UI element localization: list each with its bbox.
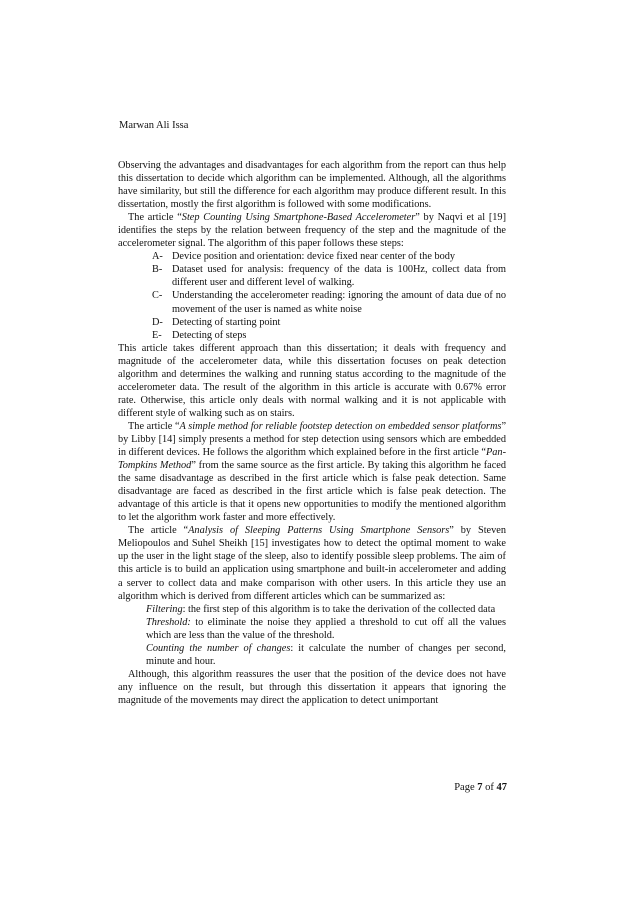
paragraph-conclusion: Although, this algorithm reassures the user that the position of the device does not have any influence on the result, but through this dissertation it appears that ignoring the magnitude of the movements may direct the application to detect unimportant [118,668,506,706]
definition-text: to eliminate the noise they applied a threshold to cut off all the values which are less than the value of the threshold. [146,616,506,641]
definition-item [146,616,506,642]
list-item [118,250,506,263]
algorithm-steps-list [118,250,506,341]
list-marker: C- [152,290,163,302]
page-number: 7 [477,782,483,793]
text-run: The article “ [128,525,189,537]
running-header: Marwan Ali Issa [119,120,189,131]
definition-list [118,603,506,668]
text-run: The article “ [128,420,180,432]
page-footer [454,782,507,793]
text-run: ” by Naqvi et al [19] identifies the steps by the relation between frequency of the step and the magnitude of the accelerometer signal. The algorithm of this paper follows these steps: [118,212,507,250]
paragraph-sleeping [118,524,506,602]
article-title: A simple method for reliable footstep detection on embedded sensor platforms [179,420,502,432]
paragraph-naqvi [118,211,506,250]
list-item-text: Detecting of steps [172,329,247,341]
article-title: Analysis of Sleeping Patterns Using Smartphone Sensors [188,525,450,537]
text-run: The article “ [128,212,182,224]
list-item [118,316,506,329]
list-marker: E- [152,329,162,341]
page-total: 47 [496,782,507,793]
definition-text: : the first step of this algorithm is to take the derivation of the collected data [182,603,496,615]
of-label: of [485,782,494,793]
paragraph-intro: Observing the advantages and disadvantages for each algorithm from the report can thus help this dissertation to decide which algorithm can be implemented. Although, all the algorithms have similarity, but still the difference for each algorithm may produce different result. In this dissertation, mostly the first algorithm is followed with some modifications. [118,160,506,211]
definition-item [146,603,506,616]
text-run: ” by Steven Meliopoulos and Suhel Sheikh [15] investigates how to detect the optimal moment to wake up the user in the light stage of the sleep, also to identify possible sleep problems. The aim of this article is to build an application using smartphone and built-in accelerometer and adding a server to collect data and make comparison with other users. In this article they use an algorithm which is derived from different articles which can be summarized as: [118,525,506,602]
list-item-text: Detecting of starting point [172,316,281,328]
definition-term: Counting the number of changes [146,642,291,654]
definition-item [146,642,506,668]
paragraph-comparison: This article takes different approach than this dissertation; it deals with frequency and magnitude of the accelerometer data, while this dissertation focuses on peak detection algorithm and determines the walking and running status according to the magnitude of the accelerometer data. The result of the algorithm in this article is accurate with 0.67% error rate. Otherwise, this article only deals with normal walking and it is not applicable with different style of walking such as on stairs. [118,342,506,419]
paragraph-libby [118,420,506,524]
text-run: ” from the same source as the first article. By taking this algorithm he faced the same disadvantage as described in the first article which is false peak detection. Same disadvantage are faced as described in the first article which is false peak detection. The advantage of this article is that it opens new opportunities to modify the mentioned algorithm to let the algorithm work faster and more effectively. [118,460,506,524]
text-run: ” by Libby [14] simply presents a method for step detection using sensors which are embedded in different devices. He follows the algorithm which explained before in the first article “ [118,420,507,459]
list-item-text: Device position and orientation: device fixed near center of the body [172,251,456,263]
list-marker: B- [152,264,163,276]
definition-term: Filtering [146,603,183,615]
article-title: Step Counting Using Smartphone-Based Accelerometer [181,212,416,224]
list-item-text: Dataset used for analysis: frequency of the data is 100Hz, collect data from different user and different level of walking. [172,264,506,289]
list-item [118,329,506,342]
article-title: Pan-Tompkins Method [118,447,506,472]
definition-text: : it calculate the number of changes per second, minute and hour. [146,642,506,667]
page-label: Page [454,782,475,793]
list-item-text: Understanding the accelerometer reading: ignoring the amount of data due of no movement of the user is named as white noise [172,290,506,315]
list-marker: D- [152,316,163,328]
list-item [118,263,506,289]
list-item [118,289,506,315]
page-body [118,159,506,707]
definition-term: Threshold: [146,616,191,628]
list-marker: A- [152,251,163,263]
